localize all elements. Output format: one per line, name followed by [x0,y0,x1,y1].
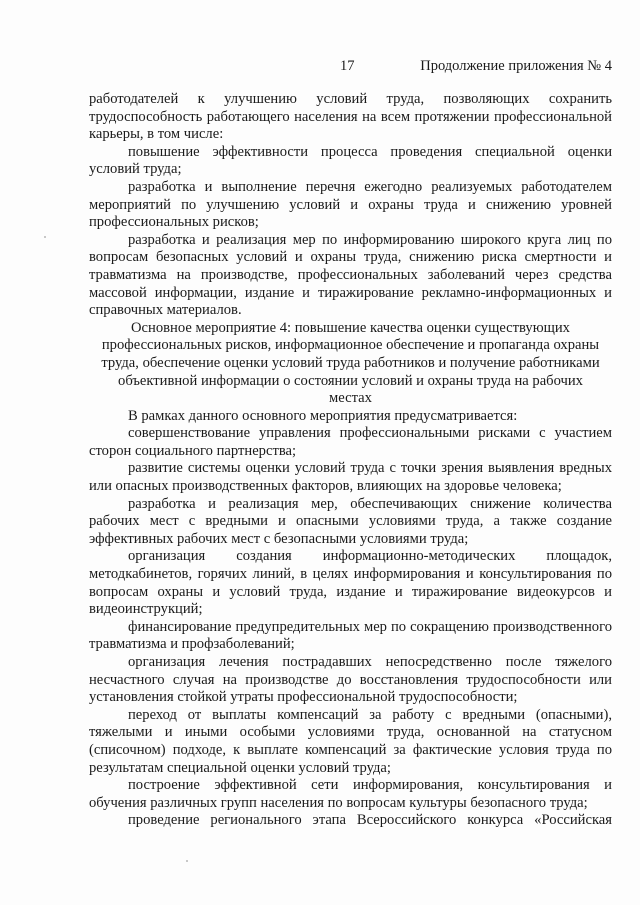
document-body [89,91,612,830]
paragraph-item: организация создания информационно-методических площадок, методкабинетов, горячих линий, в целях информирования и консультирования по вопросам охраны и условий труда, издание и тиражирование видеокурсов и видеоинструкций; [89,548,612,618]
section-heading: Основное мероприятие 4: повышение качества оценки существующих профессиональных рисков, информационное обеспечение и пропаганда охраны труда, обеспечение оценки условий труда работников и получение работниками объективной информации о состоянии условий и охраны труда на рабочих местах [101,319,600,407]
paragraph-item-truncated: проведение регионального этапа Всероссийского конкурса «Российская [128,812,612,829]
paragraph-intro-continuation: работодателей к улучшению условий труда, позволяющих сохранить трудоспособность работающего населения на всем протяжении профессиональной карьеры, в том числе: [89,91,612,143]
paragraph-item: совершенствование управления профессиональными рисками с участием сторон социального партнерства; [89,425,612,459]
paragraph-item: разработка и выполнение перечня ежегодно реализуемых работодателем мероприятий по улучшению условий и охраны труда и снижению уровней профессиональных рисков; [89,178,612,231]
paragraph-item: организация лечения пострадавших непосредственно после тяжелого несчастного случая на производстве до восстановления трудоспособности или установления стойкой утраты профессиональной трудоспособности; [89,654,612,706]
page-number: 17 [340,58,355,74]
paragraph-item: разработка и реализация мер по информированию широкого круга лиц по вопросам безопасных условий и охраны труда, снижению риска смертности и травматизма на производстве, профессиональных заболеваний через средства массовой информации, издание и тиражирование рекламно-информационных и справочных материалов. [89,231,612,319]
scan-speck [186,860,188,862]
paragraph-lead: В рамках данного основного мероприятия предусматривается: [128,407,518,424]
paragraph-item: развитие системы оценки условий труда с точки зрения выявления вредных или опасных производственных факторов, влияющих на здоровье человека; [89,460,612,495]
paragraph-item: финансирование предупредительных мер по сокращению производственного травматизма и профзаболеваний; [89,618,612,653]
paragraph-item: повышение эффективности процесса проведения специальной оценки условий труда; [89,143,612,178]
paragraph-item: переход от выплаты компенсаций за работу с вредными (опасными), тяжелыми и иными особыми условиями труда, основанной на статусном (списочном) подходе, к выплате компенсаций за фактические условия труда по результатам специальной оценки условий труда; [89,706,612,776]
appendix-continuation-label: Продолжение приложения № 4 [420,58,612,74]
scan-speck [44,236,46,238]
paragraph-item: построение эффективной сети информирования, консультирования и обучения различных групп населения по вопросам культуры безопасного труда; [89,777,612,811]
paragraph-item: разработка и реализация мер, обеспечивающих снижение количества рабочих мест с вредными и опасными условиями труда, а также создание эффективных рабочих мест с безопасными условиями труда; [89,495,612,547]
